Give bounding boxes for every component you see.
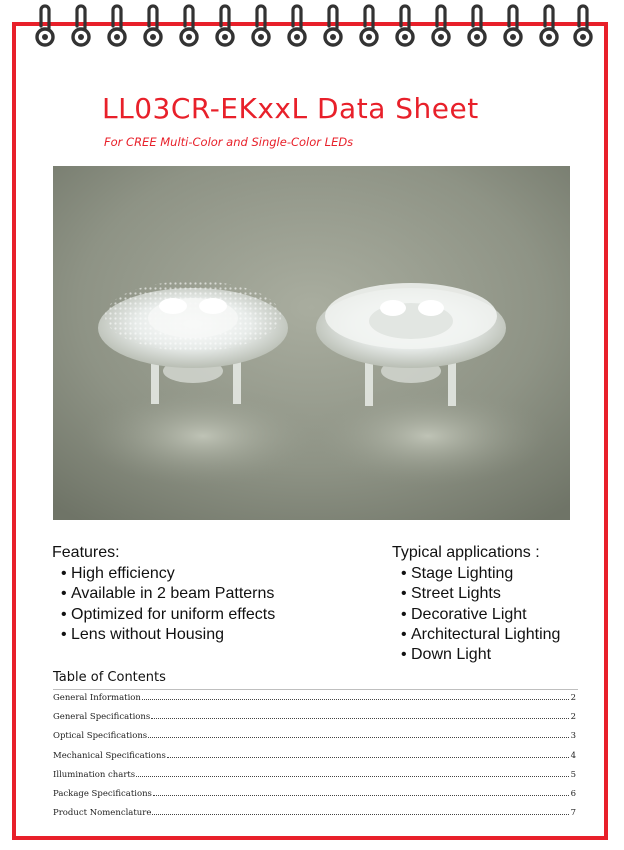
toc-entry[interactable] bbox=[53, 770, 576, 789]
toc-leader bbox=[148, 736, 568, 738]
list-item: • Optimized for uniform effects bbox=[52, 605, 275, 625]
list-item: • Street Lights bbox=[392, 584, 560, 604]
toc-entry-page: 3 bbox=[570, 731, 576, 742]
spiral-ring-icon bbox=[176, 4, 202, 50]
spiral-ring-icon bbox=[570, 4, 596, 50]
toc-leader bbox=[167, 756, 569, 758]
toc-entry-label: General Specifications bbox=[53, 712, 151, 723]
bullet-icon: • bbox=[61, 605, 67, 623]
spiral-ring-icon bbox=[356, 4, 382, 50]
spiral-ring-icon bbox=[536, 4, 562, 50]
bullet-icon: • bbox=[61, 585, 67, 603]
toc-entry-label: Package Specifications bbox=[53, 788, 152, 799]
spiral-binding bbox=[0, 0, 624, 60]
features-list bbox=[52, 564, 275, 645]
toc-entry-label: Product Nomenclature bbox=[53, 808, 152, 819]
toc-entry-label: Illumination charts bbox=[53, 769, 136, 780]
toc-divider bbox=[53, 689, 578, 690]
list-item: • Lens without Housing bbox=[52, 625, 275, 645]
toc-leader bbox=[151, 717, 568, 719]
toc-leader bbox=[136, 775, 568, 777]
spiral-ring-icon bbox=[140, 4, 166, 50]
product-photo bbox=[53, 166, 570, 520]
spiral-ring-icon bbox=[428, 4, 454, 50]
spiral-ring-icon bbox=[104, 4, 130, 50]
toc-entry[interactable] bbox=[53, 751, 576, 770]
spiral-ring-icon bbox=[32, 4, 58, 50]
bullet-icon: • bbox=[401, 646, 407, 664]
table-of-contents bbox=[53, 693, 576, 827]
toc-entry-label: General Information bbox=[53, 693, 141, 703]
spiral-ring-icon bbox=[320, 4, 346, 50]
spiral-ring-icon bbox=[464, 4, 490, 50]
toc-entry-page: 6 bbox=[570, 788, 576, 799]
toc-entry[interactable] bbox=[53, 789, 576, 808]
toc-entry-page: 2 bbox=[570, 693, 576, 703]
applications-list bbox=[392, 564, 560, 665]
features-heading: Features: bbox=[52, 544, 120, 561]
bullet-icon: • bbox=[401, 605, 407, 623]
list-item: • Down Light bbox=[392, 645, 560, 665]
page-subtitle: For CREE Multi-Color and Single-Color LEDs bbox=[104, 135, 354, 149]
spiral-ring-icon bbox=[500, 4, 526, 50]
applications-heading: Typical applications : bbox=[392, 544, 540, 561]
list-item: • High efficiency bbox=[52, 564, 275, 584]
page-title: LL03CR-EKxxL Data Sheet bbox=[102, 92, 479, 125]
features-section bbox=[52, 543, 275, 645]
toc-entry-page: 4 bbox=[570, 750, 576, 761]
toc-leader bbox=[152, 813, 568, 815]
toc-leader bbox=[142, 698, 569, 700]
bullet-icon: • bbox=[61, 565, 67, 583]
spiral-ring-icon bbox=[68, 4, 94, 50]
toc-leader bbox=[153, 794, 569, 796]
bullet-icon: • bbox=[401, 565, 407, 583]
list-item: • Stage Lighting bbox=[392, 564, 560, 584]
toc-entry[interactable] bbox=[53, 808, 576, 827]
toc-entry[interactable] bbox=[53, 693, 576, 712]
toc-entry[interactable] bbox=[53, 731, 576, 750]
bullet-icon: • bbox=[61, 625, 67, 643]
toc-entry-page: 7 bbox=[570, 808, 576, 819]
toc-title: Table of Contents bbox=[53, 670, 166, 685]
spiral-ring-icon bbox=[212, 4, 238, 50]
spiral-ring-icon bbox=[284, 4, 310, 50]
toc-entry-label: Mechanical Specifications bbox=[53, 750, 166, 761]
list-item: • Architectural Lighting bbox=[392, 625, 560, 645]
applications-section bbox=[392, 543, 560, 665]
toc-entry-label: Optical Specifications bbox=[53, 731, 148, 742]
toc-entry[interactable] bbox=[53, 712, 576, 731]
toc-entry-page: 2 bbox=[570, 712, 576, 723]
list-item: • Available in 2 beam Patterns bbox=[52, 584, 275, 604]
bullet-icon: • bbox=[401, 625, 407, 643]
toc-entry-page: 5 bbox=[570, 769, 576, 780]
spiral-ring-icon bbox=[392, 4, 418, 50]
spiral-ring-icon bbox=[248, 4, 274, 50]
list-item: • Decorative Light bbox=[392, 605, 560, 625]
bullet-icon: • bbox=[401, 585, 407, 603]
